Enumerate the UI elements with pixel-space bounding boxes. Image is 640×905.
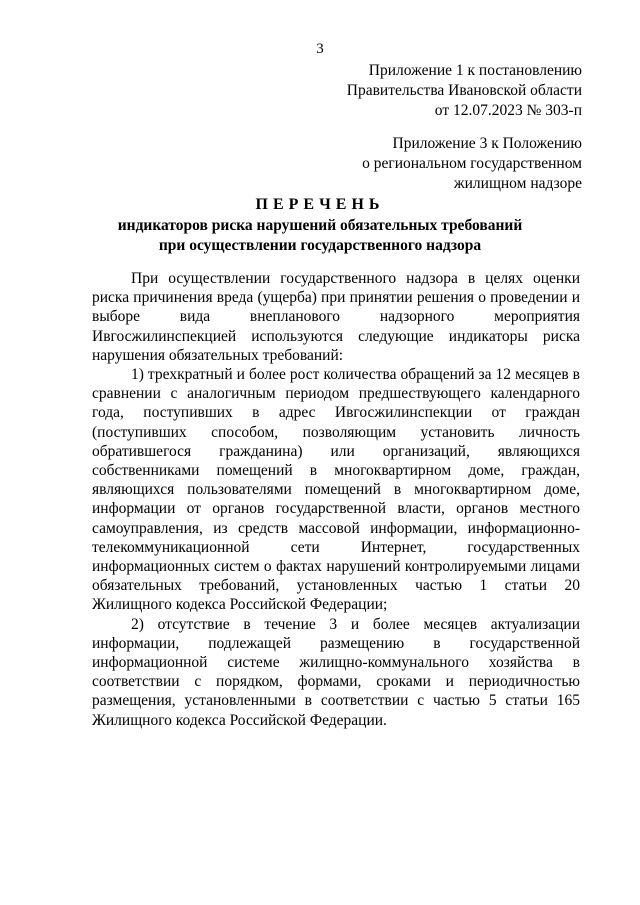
appendix-1-line: Правительства Ивановской области <box>346 82 582 99</box>
page-number: 3 <box>316 41 324 57</box>
appendix-3-line: о региональном государственном <box>362 155 582 172</box>
document-title: ПЕРЕЧЕНЬ <box>255 196 385 213</box>
indicator-item-1: 1) трехкратный и более рост количества обращений за 12 месяцев в сравнении с аналогичным периодом предшествующего календарного года, поступивших в адрес Ивгосжилинспекции от граждан (поступивших способом, позволяющим установить личность обратившегося гражданина) или организаций, являющихся собственниками помещений в многоквартирном доме, граждан, являющихся пользователями помещений в многоквартирном доме, информации от органов государственной власти, органов местного самоуправления, из средств массовой информации, информационно-телекоммуникационной сети Интернет, государственных информационных систем о фактах нарушений контролируемыми лицами обязательных требований, установленных частью 1 статьи 20 Жилищного кодекса Российской Федерации; <box>92 366 580 614</box>
document-body <box>92 269 580 730</box>
appendix-3-heading <box>362 134 582 194</box>
appendix-3-line: Приложение 3 к Положению <box>392 135 582 152</box>
appendix-1-heading <box>347 61 582 121</box>
indicator-item-2: 2) отсутствие в течение 3 и более месяцев актуализации информации, подлежащей размещению в государственной информационной системе жилищно-коммунального хозяйства в соответствии с порядком, формами, сроками и периодичностью размещения, установленными в соответствии с частью 5 статьи 165 Жилищного кодекса Российской Федерации. <box>92 615 580 729</box>
document-subtitle-line: при осуществлении государственного надзора <box>158 237 482 254</box>
document-subtitle-line: индикаторов риска нарушений обязательных требований <box>117 217 523 234</box>
appendix-1-line: от 12.07.2023 № 303-п <box>434 102 582 119</box>
appendix-3-line: жилищном надзоре <box>453 175 582 192</box>
document-title-block <box>0 195 640 256</box>
appendix-1-line: Приложение 1 к постановлению <box>368 62 582 79</box>
intro-paragraph: При осуществлении государственного надзора в целях оценки риска причинения вреда (ущерба) при принятии решения о проведении и выборе вида внепланового надзорного мероприятия Ивгосжилинспекцией используются следующие индикаторы риска нарушения обязательных требований: <box>92 270 580 364</box>
